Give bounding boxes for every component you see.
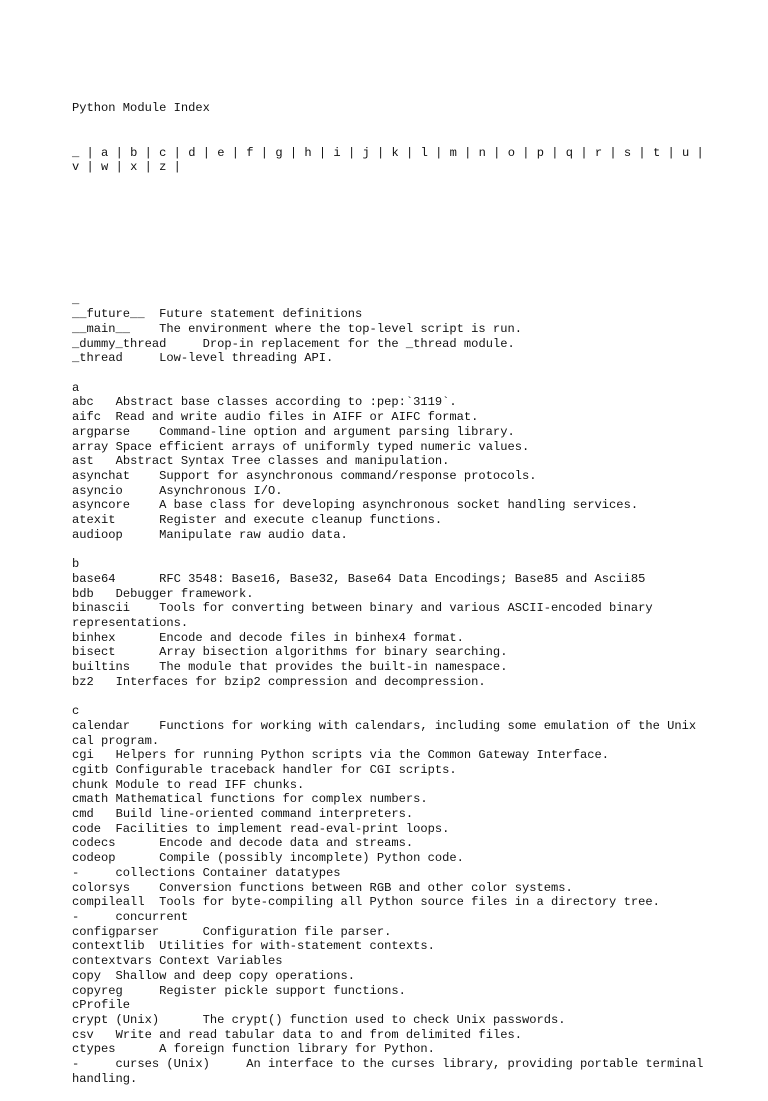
module-description: Encode and decode files in binhex4 format.: [159, 630, 464, 645]
module-entry: [72, 969, 712, 984]
entry-spacing: [116, 836, 160, 850]
module-name-link[interactable]: chunk: [72, 777, 109, 792]
module-name-link[interactable]: code: [72, 821, 102, 836]
entry-spacing: [130, 469, 159, 483]
module-name-link[interactable]: argparse: [72, 424, 131, 439]
letter-link-v[interactable]: v: [72, 160, 80, 175]
module-name-link[interactable]: aifc: [72, 410, 102, 425]
module-description: Support for asynchronous command/response protocols.: [159, 468, 537, 483]
module-description: Tools for converting between binary and various ASCII-encoded binary representations.: [72, 601, 660, 630]
letter-link-q[interactable]: q: [565, 145, 574, 160]
section-letter-heading: b: [72, 557, 80, 572]
letter-link-i[interactable]: i: [333, 145, 341, 160]
module-entry: [72, 851, 712, 866]
module-name-link[interactable]: ctypes: [72, 1042, 116, 1057]
entry-spacing: [116, 1042, 160, 1056]
module-entry: [72, 410, 712, 425]
entry-spacing: [101, 822, 116, 836]
module-name-link[interactable]: __future__: [72, 307, 145, 322]
module-name-link[interactable]: contextvars: [72, 954, 152, 969]
module-description: A base class for developing asynchronous socket handling services.: [159, 498, 639, 513]
blank-line: [72, 248, 712, 263]
letter-separator: |: [660, 145, 682, 160]
module-description: An interface to the curses library, providing portable terminal handling.: [72, 1057, 711, 1086]
module-entry: [72, 719, 712, 748]
module-name-link[interactable]: configparser: [72, 924, 160, 939]
module-name-link[interactable]: collections: [115, 865, 196, 880]
module-description: Facilities to implement read-eval-print loops.: [115, 821, 450, 836]
module-entry: [72, 763, 712, 778]
entry-spacing: [195, 866, 202, 880]
entry-spacing: [101, 969, 116, 983]
submodule-marker: -: [72, 1057, 116, 1072]
letter-link-n[interactable]: n: [478, 145, 486, 160]
letter-navigation: [72, 146, 712, 175]
module-name-link[interactable]: base64: [72, 571, 116, 586]
module-description: Register pickle support functions.: [159, 983, 406, 998]
letter-link-f[interactable]: f: [246, 145, 254, 160]
module-entry: [72, 1057, 712, 1086]
module-name-link[interactable]: copy: [72, 968, 102, 983]
module-entry: [72, 351, 712, 366]
module-description: Context Variables: [159, 954, 283, 969]
letter-link-b[interactable]: b: [130, 145, 138, 160]
entry-spacing: [94, 1028, 116, 1042]
module-description: Functions for working with calendars, including some emulation of the Unix cal program.: [72, 718, 704, 748]
module-entry: [72, 822, 712, 837]
entry-spacing: [116, 572, 160, 586]
module-entry: [72, 778, 712, 793]
module-entry: [72, 925, 712, 940]
module-description: Debugger framework.: [115, 586, 254, 601]
module-name-link[interactable]: bisect: [72, 645, 116, 660]
entry-spacing: [159, 925, 203, 939]
module-description: The module that provides the built-in namespace.: [159, 660, 508, 675]
letter-separator: |: [79, 145, 102, 160]
letter-link-m[interactable]: m: [449, 145, 457, 160]
module-entry: [72, 1013, 712, 1028]
letter-separator: |: [631, 145, 653, 160]
module-description: Conversion functions between RGB and other color systems.: [159, 880, 573, 895]
module-name-link[interactable]: bdb: [72, 586, 94, 601]
letter-link-s[interactable]: s: [623, 145, 632, 160]
module-entry: [72, 307, 712, 322]
module-entry: [72, 440, 712, 455]
entry-spacing: [145, 895, 160, 909]
module-description: Low-level threading API.: [159, 351, 334, 366]
module-name-link[interactable]: ast: [72, 454, 94, 469]
module-name-link[interactable]: atexit: [72, 513, 116, 528]
module-entry: [72, 513, 712, 528]
letter-separator: |: [427, 145, 450, 160]
module-description: Register and execute cleanup functions.: [159, 513, 443, 528]
module-entry: [72, 484, 712, 499]
letter-link-underscore[interactable]: _: [72, 145, 80, 160]
entry-spacing: [108, 778, 115, 792]
letter-separator: |: [311, 145, 334, 160]
letter-separator: |: [195, 145, 218, 160]
module-name-link[interactable]: cProfile: [72, 998, 131, 1013]
module-description: Read and write audio files in AIFF or AIFC format.: [115, 410, 479, 425]
module-description: The environment where the top-level script is run.: [159, 321, 522, 336]
module-name-link[interactable]: audioop: [72, 527, 123, 542]
module-name-link[interactable]: bz2: [72, 674, 94, 689]
submodule-marker: -: [72, 910, 116, 924]
blank-line: [72, 689, 712, 704]
module-description: The crypt() function used to check Unix passwords.: [202, 1012, 566, 1027]
letter-separator: |: [544, 145, 566, 160]
module-description: Build line-oriented command interpreters.: [115, 807, 414, 822]
module-description: Container datatypes: [202, 865, 341, 880]
module-description: RFC 3548: Base16, Base32, Base64 Data Encodings; Base85 and Ascii85: [159, 571, 646, 586]
module-name-link[interactable]: codeop: [72, 851, 116, 866]
entry-spacing: [130, 660, 159, 674]
module-entry: [72, 675, 712, 690]
module-entry: [72, 528, 712, 543]
letter-link-k[interactable]: k: [391, 145, 399, 160]
module-description: Shallow and deep copy operations.: [115, 968, 356, 983]
entry-spacing: [159, 1013, 203, 1027]
module-name-link[interactable]: abc: [72, 395, 94, 410]
module-description: Asynchronous I/O.: [159, 483, 283, 498]
letter-separator: |: [602, 145, 624, 160]
module-name-link[interactable]: crypt (Unix): [72, 1012, 160, 1027]
module-entry: [72, 910, 712, 925]
module-description: Drop-in replacement for the _thread module.: [202, 336, 515, 351]
module-entry: [72, 836, 712, 851]
module-description: A foreign function library for Python.: [159, 1042, 435, 1057]
module-name-link[interactable]: cgi: [72, 748, 94, 763]
module-description: Configurable traceback handler for CGI scripts.: [115, 762, 457, 777]
module-name-link[interactable]: binascii: [72, 601, 131, 616]
module-entry: [72, 748, 712, 763]
module-entry: [72, 631, 712, 646]
module-name-link[interactable]: cmd: [72, 807, 94, 822]
module-description: Array bisection algorithms for binary searching.: [159, 645, 508, 660]
module-name-link[interactable]: asyncore: [72, 498, 131, 513]
module-description: Interfaces for bzip2 compression and decompression.: [115, 674, 486, 689]
module-description: Compile (possibly incomplete) Python code.: [159, 851, 464, 866]
letter-link-x[interactable]: x: [130, 160, 138, 175]
module-name-link[interactable]: _thread: [72, 351, 123, 366]
module-name-link[interactable]: _dummy_thread: [72, 336, 167, 351]
letter-link-h[interactable]: h: [304, 145, 312, 160]
letter-separator: |: [340, 145, 363, 160]
module-description: Encode and decode data and streams.: [159, 836, 414, 851]
module-description: Write and read tabular data to and from delimited files.: [115, 1027, 522, 1042]
section-a: [72, 381, 712, 557]
module-entry: [72, 998, 712, 1013]
letter-separator: |: [514, 145, 537, 160]
entry-spacing: [130, 601, 159, 615]
entry-spacing: [145, 307, 160, 321]
module-description: Configuration file parser.: [202, 924, 392, 939]
entry-spacing: [116, 851, 160, 865]
module-name-link[interactable]: calendar: [72, 718, 131, 733]
module-name-link[interactable]: asyncio: [72, 483, 123, 498]
module-description: Manipulate raw audio data.: [159, 527, 348, 542]
module-entry: [72, 469, 712, 484]
letter-link-r[interactable]: r: [594, 145, 603, 160]
module-name-link[interactable]: colorsys: [72, 880, 131, 895]
letter-separator: |: [485, 145, 508, 160]
module-entry: [72, 1028, 712, 1043]
letter-separator: |: [398, 145, 421, 160]
module-description: Tools for byte-compiling all Python source files in a directory tree.: [159, 895, 660, 910]
entry-spacing: [94, 395, 116, 409]
entry-spacing: [101, 410, 116, 424]
module-description: Future statement definitions: [159, 307, 363, 322]
page-title: Python Module Index: [72, 101, 210, 116]
module-entry: [72, 881, 712, 896]
letter-separator: |: [166, 145, 189, 160]
module-name-link[interactable]: compileall: [72, 895, 145, 910]
module-name-link[interactable]: cgitb: [72, 762, 109, 777]
module-description: Abstract base classes according to :pep:`3119`.: [115, 395, 457, 410]
letter-link-c[interactable]: c: [159, 145, 167, 160]
blank-line: [72, 204, 712, 219]
module-entry: [72, 866, 712, 881]
module-entry: [72, 572, 712, 587]
letter-nav-line: [72, 146, 712, 175]
module-entry: [72, 587, 712, 602]
module-entry: [72, 498, 712, 513]
entry-spacing: [108, 440, 115, 454]
entry-spacing: [130, 425, 159, 439]
letter-separator: |: [108, 145, 131, 160]
entry-spacing: [123, 528, 159, 542]
letter-separator: |: [108, 160, 131, 175]
letter-separator: |: [456, 145, 479, 160]
module-entry: [72, 645, 712, 660]
module-sections: [72, 293, 712, 1087]
letter-link-w[interactable]: w: [101, 160, 109, 175]
module-name-link[interactable]: copyreg: [72, 983, 123, 998]
letter-link-u[interactable]: u: [681, 145, 690, 160]
letter-link-l[interactable]: l: [420, 145, 428, 160]
entry-spacing: [116, 645, 160, 659]
entry-spacing: [94, 454, 116, 468]
entry-spacing: [166, 337, 202, 351]
letter-link-j[interactable]: j: [362, 145, 370, 160]
letter-separator: |: [689, 145, 712, 160]
section-letter-heading: c: [72, 704, 80, 719]
module-name-link[interactable]: curses (Unix): [115, 1057, 210, 1072]
module-name-link[interactable]: contextlib: [72, 939, 145, 954]
entry-spacing: [94, 748, 116, 762]
blank-line: [72, 542, 712, 557]
letter-separator: |: [224, 145, 247, 160]
module-entry: [72, 954, 712, 969]
entry-spacing: [123, 351, 159, 365]
module-description: Space efficient arrays of uniformly typed numeric values.: [115, 439, 530, 454]
module-entry: [72, 1042, 712, 1057]
module-entry: [72, 337, 712, 352]
module-index-document: [72, 72, 712, 1101]
section-letter-heading: a: [72, 380, 80, 395]
module-name-link[interactable]: cmath: [72, 792, 109, 807]
section-underscore: [72, 293, 712, 381]
letter-separator: |: [573, 145, 595, 160]
entry-spacing: [94, 587, 116, 601]
module-description: Abstract Syntax Tree classes and manipulation.: [115, 454, 450, 469]
module-name-link[interactable]: codecs: [72, 836, 116, 851]
module-entry: [72, 660, 712, 675]
letter-link-g[interactable]: g: [275, 145, 283, 160]
section-letter-heading: _: [72, 292, 80, 307]
entry-spacing: [145, 939, 160, 953]
module-entry: [72, 395, 712, 410]
entry-spacing: [210, 1057, 246, 1071]
entry-spacing: [108, 792, 115, 806]
module-name-link[interactable]: binhex: [72, 630, 116, 645]
section-b: [72, 557, 712, 704]
module-entry: [72, 425, 712, 440]
entry-spacing: [130, 881, 159, 895]
module-entry: [72, 807, 712, 822]
blank-line: [72, 366, 712, 381]
module-description: Utilities for with-statement contexts.: [159, 939, 435, 954]
entry-spacing: [130, 498, 159, 512]
letter-link-p[interactable]: p: [536, 145, 545, 160]
letter-separator: |: [282, 145, 305, 160]
module-entry: [72, 895, 712, 910]
module-entry: [72, 454, 712, 469]
entry-spacing: [130, 322, 159, 336]
module-description: Module to read IFF chunks.: [115, 777, 305, 792]
module-name-link[interactable]: builtins: [72, 660, 131, 675]
module-name-link[interactable]: concurrent: [115, 910, 189, 924]
letter-link-t[interactable]: t: [652, 145, 661, 160]
module-entry: [72, 984, 712, 999]
module-entry: [72, 792, 712, 807]
letter-separator: |: [137, 160, 160, 175]
submodule-marker: -: [72, 865, 116, 880]
module-entry: [72, 322, 712, 337]
module-name-link[interactable]: csv: [72, 1027, 94, 1042]
entry-spacing: [123, 484, 159, 498]
letter-separator: |: [253, 145, 276, 160]
module-name-link[interactable]: array: [72, 439, 109, 454]
letter-link-d[interactable]: d: [188, 145, 196, 160]
module-description: Helpers for running Python scripts via the Common Gateway Interface.: [115, 748, 610, 763]
entry-spacing: [94, 807, 116, 821]
module-description: Mathematical functions for complex numbers.: [115, 792, 428, 807]
letter-separator: |: [79, 160, 102, 175]
entry-spacing: [116, 631, 160, 645]
module-entry: [72, 601, 712, 630]
entry-spacing: [116, 513, 160, 527]
module-entry: [72, 939, 712, 954]
entry-spacing: [94, 675, 116, 689]
section-c: [72, 704, 712, 1086]
letter-separator: |: [166, 160, 189, 175]
letter-link-e[interactable]: e: [217, 145, 225, 160]
entry-spacing: [123, 984, 159, 998]
entry-spacing: [130, 719, 159, 733]
letter-separator: |: [369, 145, 392, 160]
module-description: Command-line option and argument parsing library.: [159, 424, 515, 439]
letter-separator: |: [137, 145, 160, 160]
module-name-link[interactable]: asynchat: [72, 468, 131, 483]
module-name-link[interactable]: __main__: [72, 321, 131, 336]
entry-spacing: [108, 763, 115, 777]
letter-link-z[interactable]: z: [159, 160, 167, 175]
letter-link-a[interactable]: a: [101, 145, 109, 160]
letter-link-o[interactable]: o: [507, 145, 515, 160]
